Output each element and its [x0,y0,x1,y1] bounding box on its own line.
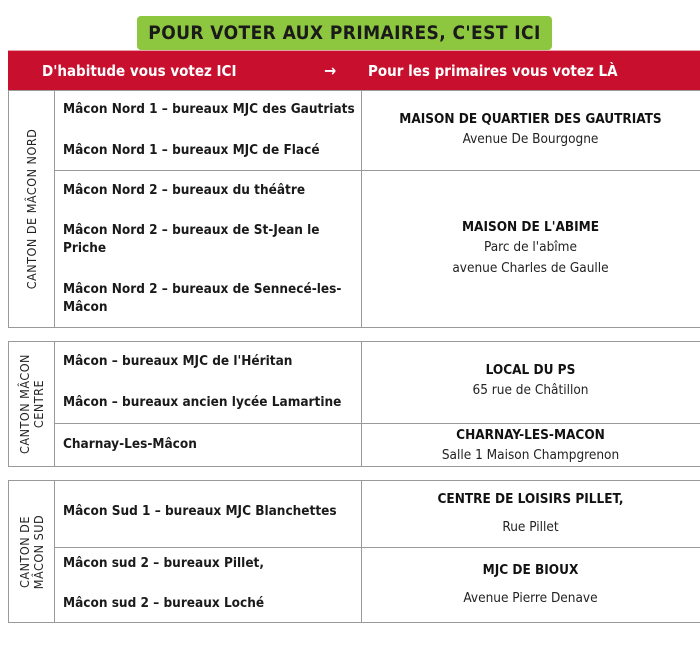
header-primaries-label: Pour les primaires vous votez LÀ [368,62,618,80]
place-address: Rue Pillet [502,519,559,535]
canton-cell [9,91,55,327]
page-title: POUR VOTER AUX PRIMAIRES, C'EST ICI [137,16,552,50]
canton-label: CANTON DE MÂCON NORD [23,128,39,290]
place-address: avenue Charles de Gaulle [452,260,609,276]
place-address: Parc de l'abîme [484,239,577,255]
header-usual-label: D'habitude vous votez ICI [42,62,237,80]
usual-polling-station: Mâcon Nord 1 – bureaux MJC des Gautriats [63,101,355,117]
section-macon-sud [8,480,700,623]
usual-polling-station: Mâcon – bureaux MJC de l'Héritan [63,353,293,369]
place-name: CENTRE DE LOISIRS PILLET, [437,491,624,507]
place-address: Avenue De Bourgogne [462,131,599,147]
place-name: LOCAL DU PS [485,362,576,378]
usual-polling-station: Mâcon Nord 2 – bureaux de Sennecé-les-Mâcon [63,281,342,315]
primary-polling-place [361,218,700,279]
usual-polling-station: Mâcon Nord 1 – bureaux MJC de Flacé [63,142,320,158]
primary-polling-place [361,361,700,401]
usual-polling-station: Mâcon Sud 1 – bureaux MJC Blanchettes [63,503,337,519]
column-header-bar [8,50,700,90]
canton-cell [9,481,55,622]
usual-polling-station: Charnay-Les-Mâcon [63,436,197,452]
primary-polling-place [361,110,700,150]
place-name: MAISON DE QUARTIER DES GAUTRIATS [399,111,662,127]
usual-polling-station: Mâcon – bureaux ancien lycée Lamartine [63,394,342,410]
arrow-right-icon: → [324,61,337,80]
canton-label: CANTON DE MÂCON SUD [16,514,46,589]
place-address: Salle 1 Maison Champgrenon [441,447,620,463]
primary-polling-place [361,561,700,609]
usual-polling-station: Mâcon Nord 2 – bureaux du théâtre [63,182,306,198]
section-macon-centre [8,341,700,467]
usual-polling-station: Mâcon sud 2 – bureaux Pillet, [63,555,264,571]
section-macon-nord [8,90,700,328]
place-name: CHARNAY-LES-MACON [456,427,605,443]
usual-polling-station: Mâcon sud 2 – bureaux Loché [63,595,265,611]
place-address: 65 rue de Châtillon [472,382,589,398]
usual-polling-station: Mâcon Nord 2 – bureaux de St-Jean le Priche [63,222,320,256]
place-name: MAISON DE L'ABIME [461,219,600,235]
primary-polling-place [361,490,700,538]
place-name: MJC DE BIOUX [482,562,579,578]
primary-polling-place [361,426,700,466]
place-address: Avenue Pierre Denave [463,590,598,606]
canton-cell [9,342,55,466]
canton-label: CANTON MÂCON CENTRE [16,354,46,454]
